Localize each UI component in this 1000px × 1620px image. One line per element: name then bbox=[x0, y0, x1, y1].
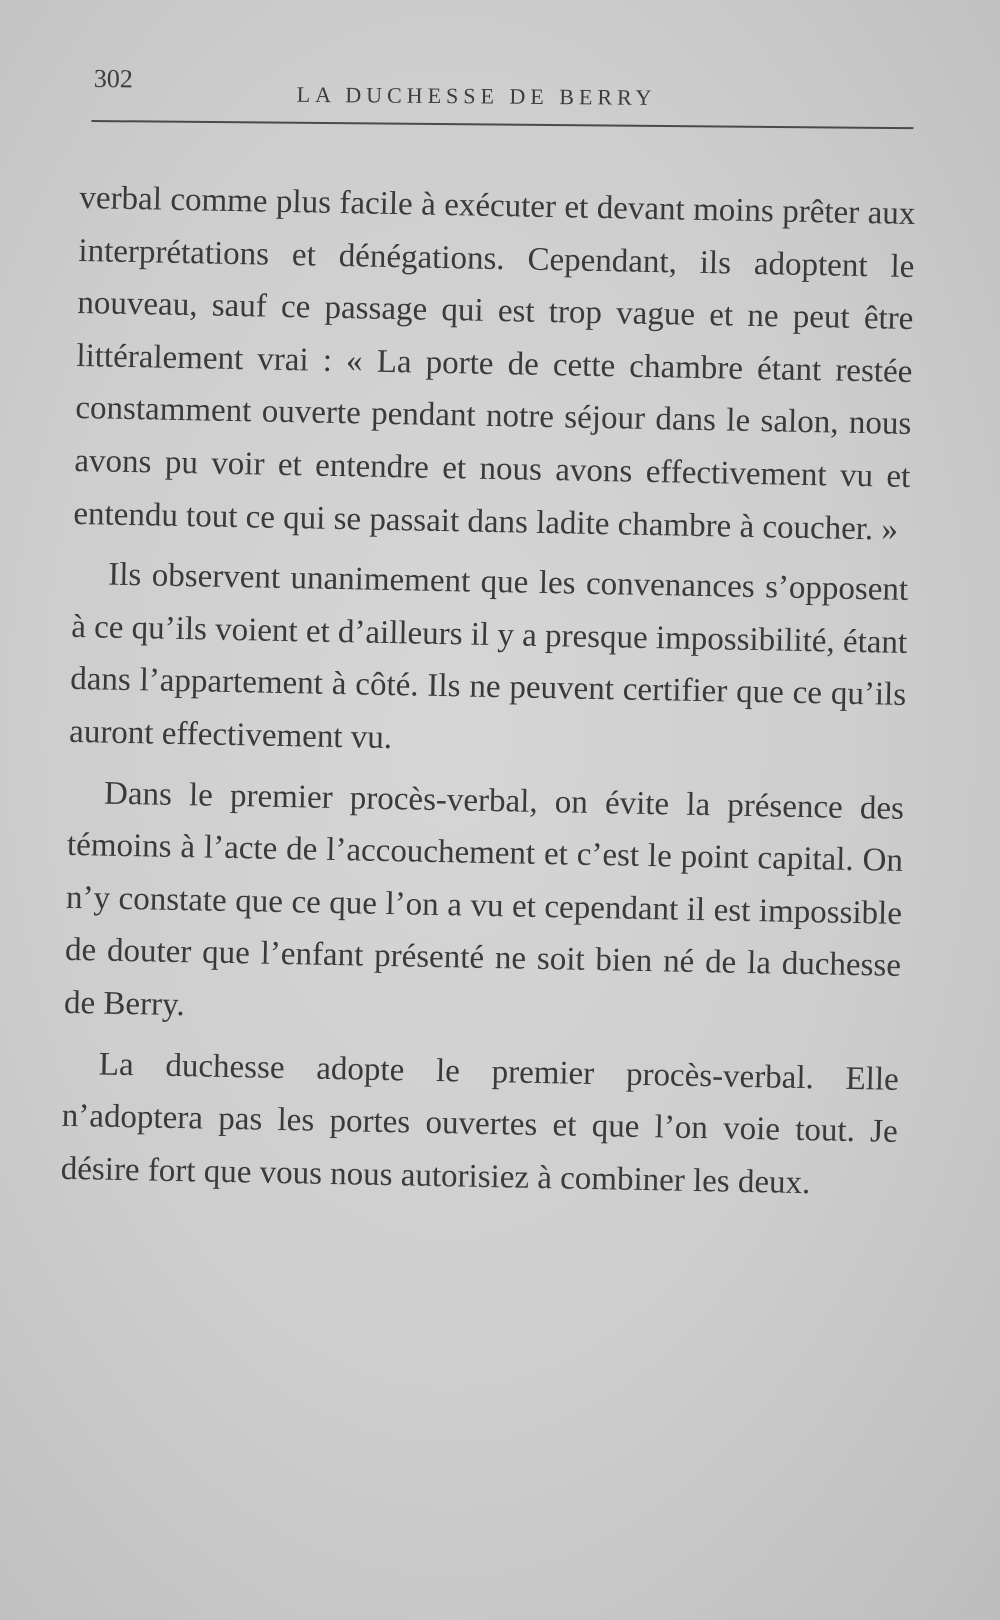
paragraph-witnesses-observe: Ils observent unanimement que les convenances s’opposent à ce qu’ils voient et d’ailleurs il y a presque impossibilité, étant dans l’appartement à côté. Ils ne peuvent certifier que ce qu’ils auront effectivement vu. bbox=[68, 556, 909, 757]
paragraph-duchess-adopts: La duchesse adopte le premier procès-verbal. Elle n’adoptera pas les portes ouvertes et que l’on voie tout. Je désire fort que vous nous autorisiez à combiner les deux. bbox=[60, 1046, 900, 1201]
header-rule bbox=[91, 120, 913, 129]
page-number: 302 bbox=[93, 64, 133, 94]
body-text bbox=[60, 172, 916, 1219]
paragraph-continuation: verbal comme plus facile à exécuter et devant moins prêter aux interprétations et dénégations. Cependant, ils adoptent le nouveau, sauf ce passage qui est trop vague et ne peut être littéralement vrai : « La porte de cette chambre étant restée constamment ouverte pendant notre séjour dans le salon, nous avons pu voir et entendre et nous avons effectivement vu et entendu tout ce qui se passait dans ladite chambre à coucher. » bbox=[73, 179, 916, 548]
page-header bbox=[91, 58, 913, 125]
running-title: LA DUCHESSE DE BERRY bbox=[296, 81, 657, 110]
paragraph-first-proces-verbal: Dans le premier procès-verbal, on évite la présence des témoins à l’acte de l’accouchement et c’est le point capital. On n’y constate que ce que l’on a vu et cependant il est impossible de douter que l’enfant présenté ne soit bien né de la duchesse de Berry. bbox=[63, 775, 905, 1024]
